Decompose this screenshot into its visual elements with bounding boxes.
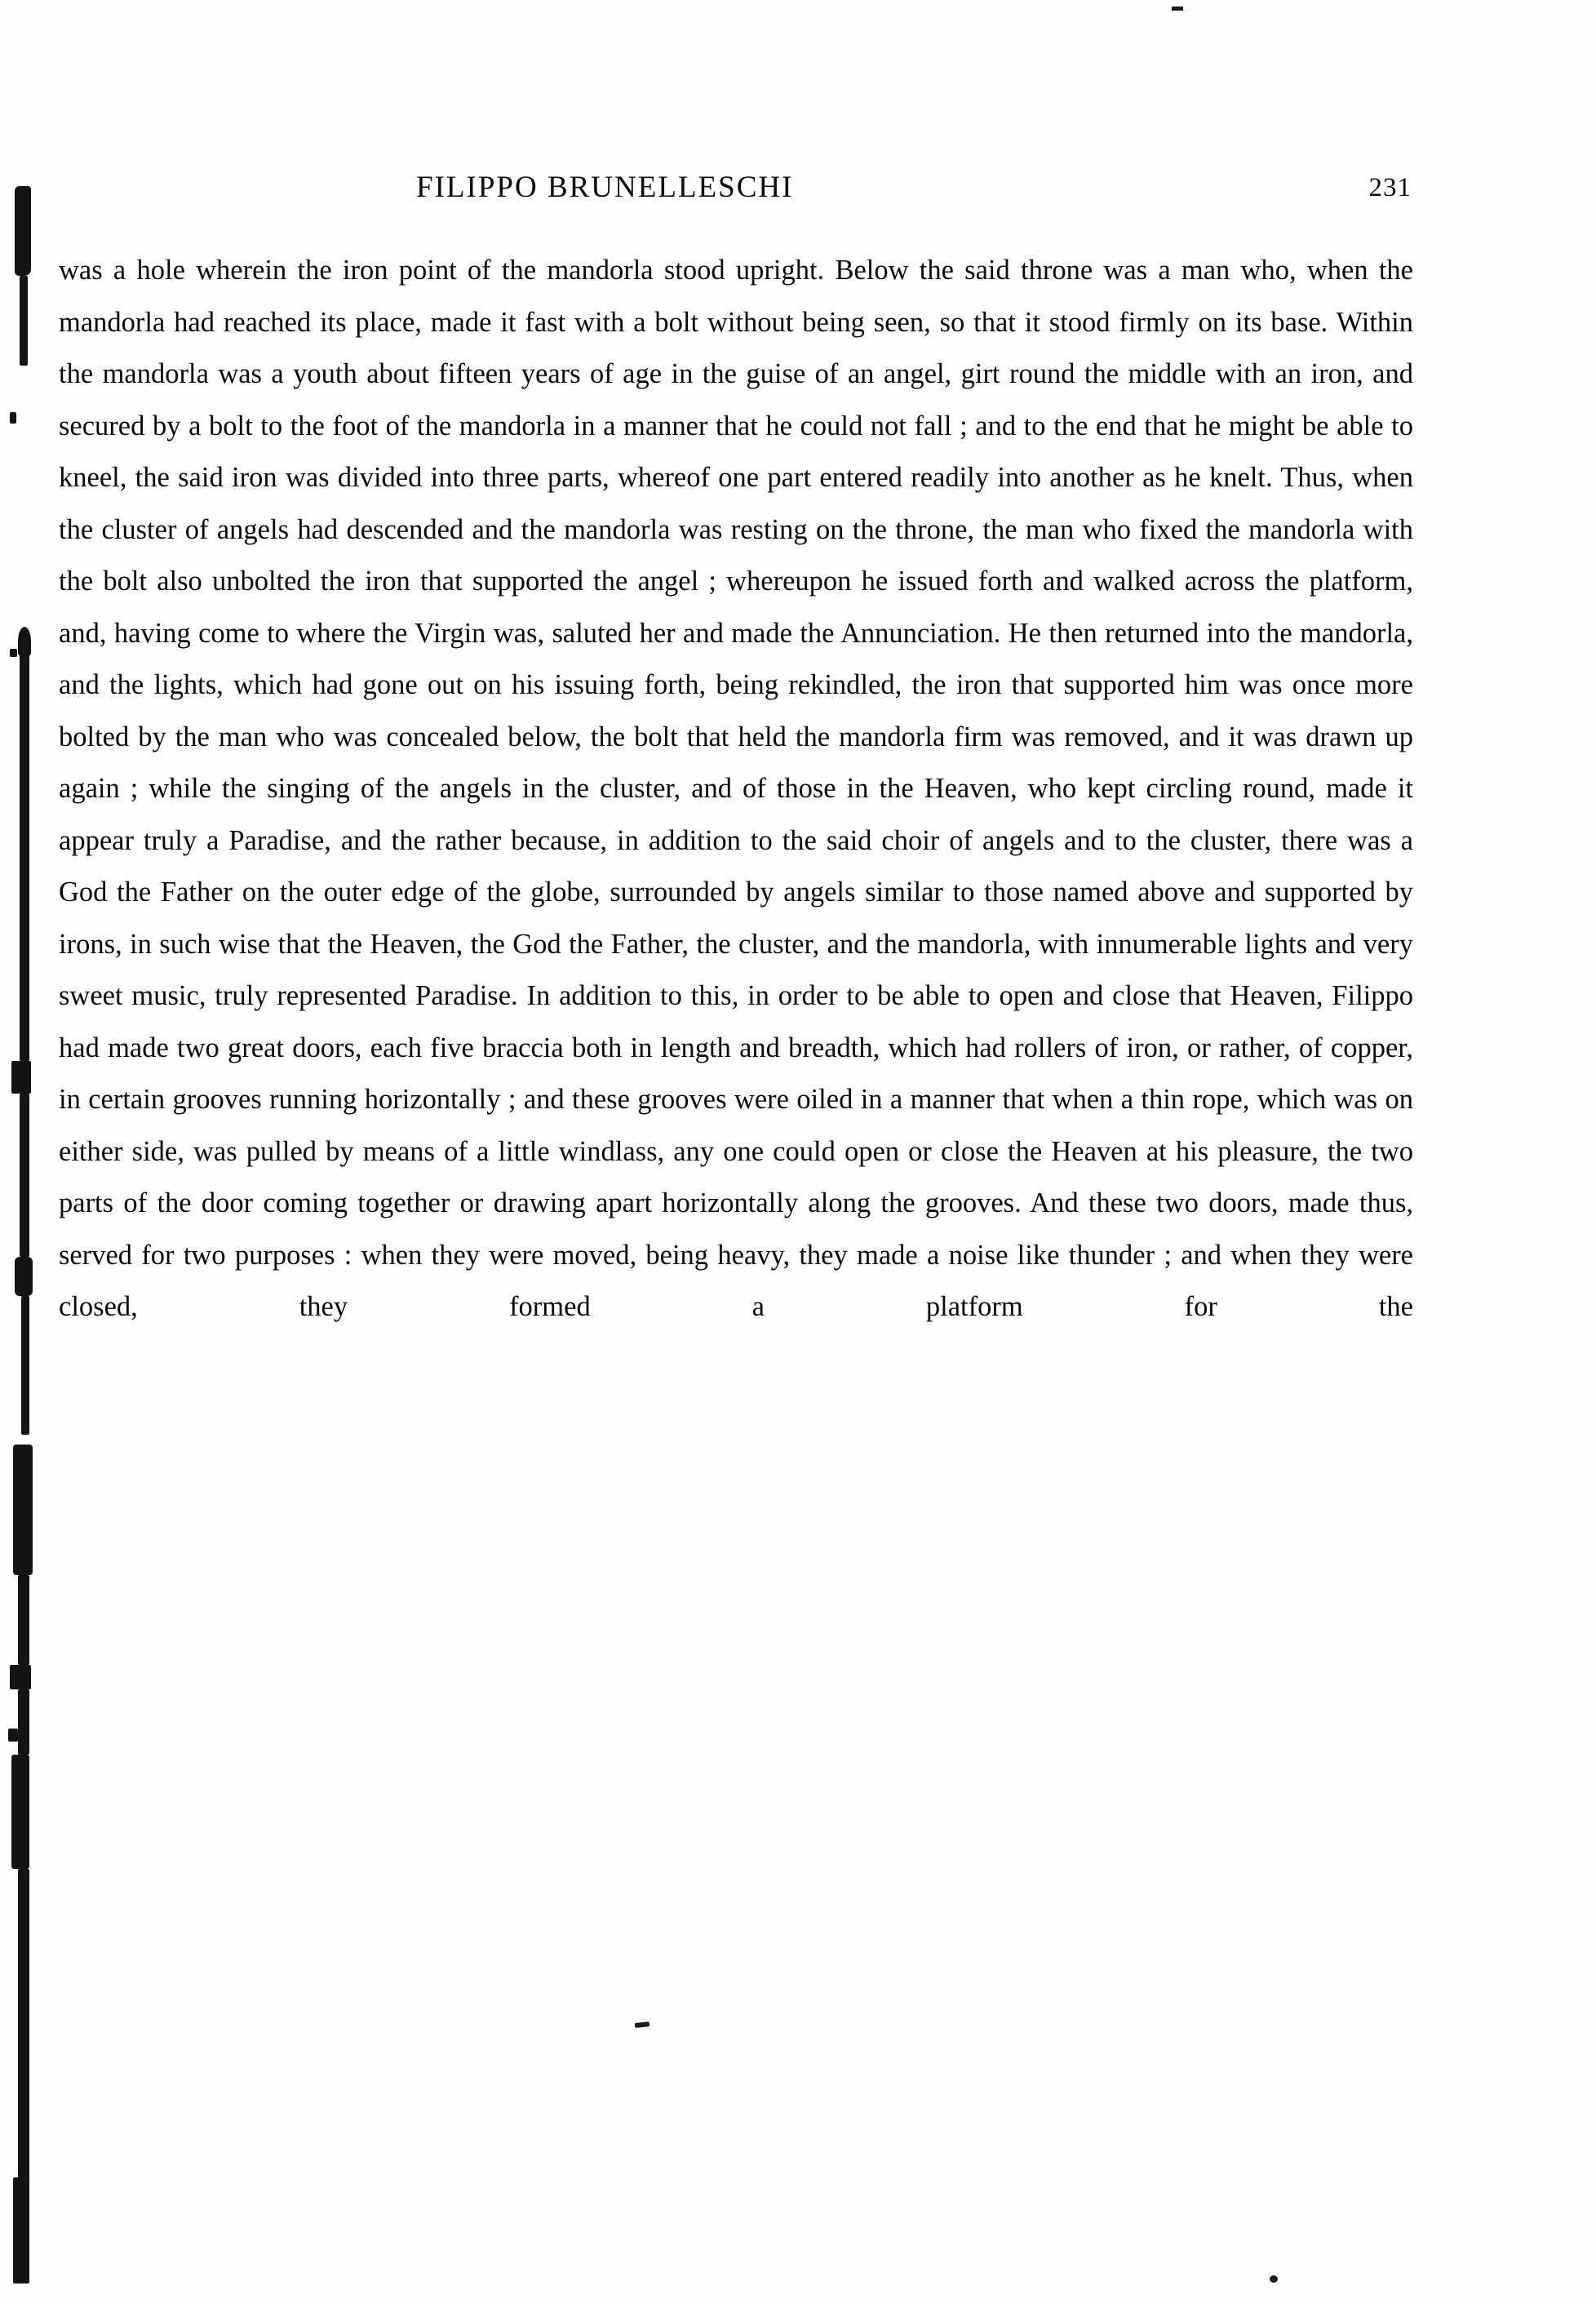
scan-blot bbox=[18, 1689, 29, 1755]
scan-blot bbox=[21, 1296, 29, 1435]
scan-blot bbox=[11, 1755, 29, 1869]
page-header bbox=[57, 170, 1412, 207]
scan-blot bbox=[11, 1061, 31, 1094]
scan-speck bbox=[635, 2022, 650, 2028]
body-paragraph: was a hole wherein the iron point of the mandorla stood upright. Below the said throne was a man who, when the mandorla had reached its place, made it fast with a bolt without being seen, so that it stood firmly on its base. Within the mandorla was a youth about fifteen years of age in the guise of an angel, girt round the middle with an iron, and secured by a bolt to the foot of the mandorla in a manner that he could not fall ; and to the end that he might be able to kneel, the said iron was divided into three parts, whereof one part entered readily into another as he knelt. Thus, when the cluster of angels had descended and the mandorla was resting on the throne, the man who fixed the mandorla with the bolt also unbolted the iron that supported the angel ; whereupon he issued forth and walked across the platform, and, having come to where the Virgin was, saluted her and made the Annunciation. He then returned into the mandorla, and the lights, which had gone out on his issuing forth, being rekindled, the iron that supported him was once more bolted by the man who was concealed below, the bolt that held the mandorla firm was removed, and it was drawn up again ; while the singing of the angels in the cluster, and of those in the Heaven, who kept circling round, made it appear truly a Paradise, and the rather because, in addition to the said choir of angels and to the cluster, there was a God the Father on the outer edge of the globe, surrounded by angels similar to those named above and supported by irons, in such wise that the Heaven, the God the Father, the cluster, and the mandorla, with innumerable lights and very sweet music, truly represented Paradise. In addition to this, in order to be able to open and close that Heaven, Filippo had made two great doors, each five braccia both in length and breadth, which had rollers of iron, or rather, of copper, in certain grooves running horizontally ; and these grooves were oiled in a manner that when a thin rope, which was on either side, was pulled by means of a little windlass, any one could open or close the Heaven at his pleasure, the two parts of the door coming together or drawing apart horizontally along the grooves. And these two doors, made thus, served for two purposes : when they were moved, being heavy, they made a noise like thunder ; and when they were closed, they formed a platform for the bbox=[59, 255, 1413, 1322]
running-title: FILIPPO BRUNELLESCHI bbox=[416, 171, 794, 204]
scan-blot bbox=[10, 1665, 31, 1689]
scan-blot bbox=[10, 412, 16, 424]
scan-gutter-artifacts bbox=[0, 0, 57, 2299]
scan-speck bbox=[1270, 2275, 1278, 2283]
scan-blot bbox=[10, 649, 17, 657]
scan-blot bbox=[20, 276, 28, 366]
scan-blot bbox=[13, 1445, 33, 1575]
body-text-block bbox=[59, 245, 1413, 1385]
scan-blot bbox=[20, 1094, 29, 1257]
scan-blot bbox=[15, 1257, 33, 1296]
scan-blot bbox=[20, 653, 29, 1061]
scan-blot bbox=[8, 1729, 18, 1742]
scan-blot bbox=[18, 1869, 29, 2179]
page-number: 231 bbox=[1368, 173, 1412, 202]
scan-blot bbox=[18, 1575, 29, 1665]
scan-blot bbox=[15, 186, 31, 276]
scan-blot bbox=[18, 627, 31, 656]
scan-blot bbox=[13, 2177, 29, 2283]
scan-speck bbox=[1172, 7, 1183, 11]
